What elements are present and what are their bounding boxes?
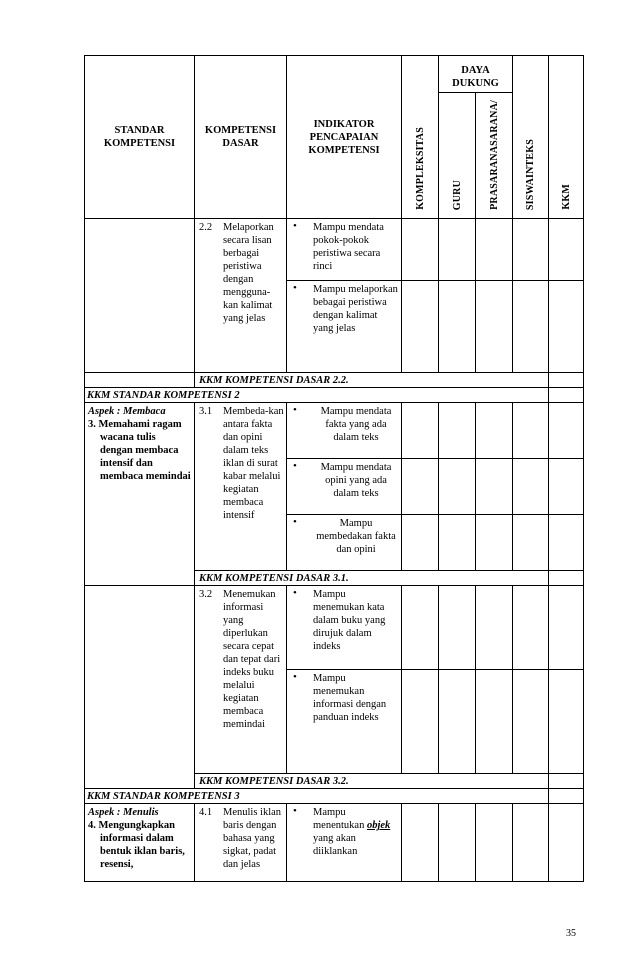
indikator-3-1-2: • Mampu mendata opini yang ada dalam teks bbox=[287, 459, 402, 515]
indikator-3-1-3: • Mampu membedakan fakta dan opini bbox=[287, 515, 402, 571]
kkm-sk-2-label: KKM STANDAR KOMPETENSI 2 bbox=[85, 388, 549, 403]
indikator-3-2-1: • Mampu menemukan kata dalam buku yang dirujuk dalam indeks bbox=[287, 586, 402, 670]
kkm-kd-3-2-label: KKM KOMPETENSI DASAR 3.2. bbox=[195, 774, 549, 789]
header-kompleksitas: KOMPLEKSITAS bbox=[402, 56, 439, 219]
kkm-sk-3-label: KKM STANDAR KOMPETENSI 3 bbox=[85, 789, 549, 804]
kd-3-1: 3.1 Membeda-kan antara fakta dan opini dalam teks iklan di surat kabar melalui kegiatan membaca intensif bbox=[195, 403, 287, 571]
page-number: 35 bbox=[566, 928, 576, 939]
indikator-4-1-1: • Mampu menentukan objek yang akan diiklankan bbox=[287, 804, 402, 882]
header-siswa: SISWAINTEKS bbox=[513, 56, 549, 219]
kd-4-1: 4.1 Menulis iklan baris dengan bahasa yang sigkat, padat dan jelas bbox=[195, 804, 287, 882]
sk-empty-cell bbox=[85, 219, 195, 373]
header-daya-dukung: DAYA DUKUNG bbox=[439, 56, 513, 93]
header-standar: STANDAR KOMPETENSI bbox=[85, 56, 195, 219]
header-indikator: INDIKATOR PENCAPAIAN KOMPETENSI bbox=[287, 56, 402, 219]
kkm-kd-3-1-label: KKM KOMPETENSI DASAR 3.1. bbox=[195, 571, 549, 586]
indikator-2-2-2: • Mampu melaporkan bebagai peristiwa dengan kalimat yang jelas bbox=[287, 281, 402, 373]
aspek-membaca: Aspek : Membaca 3. Memahami ragam wacana tulis dengan membaca intensif dan membaca memindai bbox=[85, 403, 195, 586]
header-kkm: KKM bbox=[549, 56, 584, 219]
kd-2-2: 2.2 Melaporkan secara lisan berbagai peristiwa dengan mengguna-kan kalimat yang jelas bbox=[195, 219, 287, 373]
indikator-3-1-1: • Mampu mendata fakta yang ada dalam teks bbox=[287, 403, 402, 459]
indikator-3-2-2: • Mampu menemukan informasi dengan panduan indeks bbox=[287, 670, 402, 774]
kd-3-2: 3.2 Menemukan informasi yang diperlukan secara cepat dan tepat dari indeks buku melalui kegiatan membaca memindai bbox=[195, 586, 287, 774]
indikator-2-2-1: • Mampu mendata pokok-pokok peristiwa secara rinci bbox=[287, 219, 402, 281]
header-guru: GURU bbox=[439, 93, 476, 219]
header-kompetensi-dasar: KOMPETENSI DASAR bbox=[195, 56, 287, 219]
aspek-menulis: Aspek : Menulis 4. Mengungkapkan informasi dalam bentuk iklan baris, resensi, bbox=[85, 804, 195, 882]
header-prasarana: PRASARANASARANA/ bbox=[476, 93, 513, 219]
kkm-kd-2-2-label: KKM KOMPETENSI DASAR 2.2. bbox=[195, 373, 549, 388]
kkm-table bbox=[84, 55, 584, 882]
